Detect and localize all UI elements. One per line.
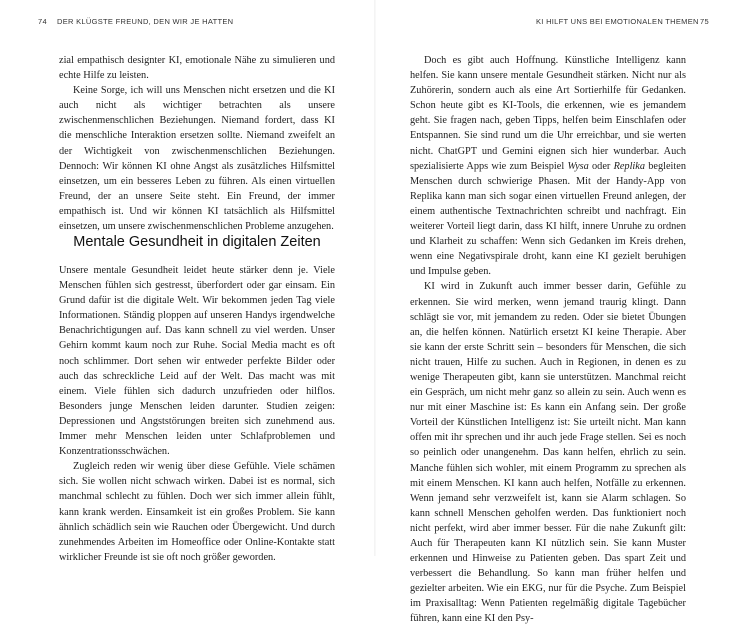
paragraph: Keine Sorge, ich will uns Menschen nicht ersetzen und die KI auch nicht als wichtiger betrachten als unsere zwischenmenschlichen Beziehungen. Niemand fordert, dass KI die menschliche Interaktion ersetzen sollte. Niemand zweifelt an der Wichtigkeit von zwischenmenschlichen Beziehungen. Dennoch: Wir können KI ohne Angst als zusätzliches Hilfsmittel einsetzen, um ein besseres Leben zu führen. Als einen virtuellen Freund, der an unsere Seite steht. Ein Freund, der immer empathisch ist. Und wir können KI tatsächlich als Hilfsmittel einsetzen, um unsere zwischenmenschlichen Probleme anzugehen. — [59, 85, 335, 233]
running-head: DER KLÜGSTE FREUND, DEN WIR JE HATTEN — [57, 17, 234, 26]
text-run: Doch es gibt auch Hoffnung. Künstliche Intelligenz kann helfen. Sie kann unsere mentale Gesundheit stärken. Nicht nur als Zuhörerin, sondern auch als eine Art Sortierhilfe für Gedanken. Schon heute gibt es KI-Tools, die erkennen, wie es jemandem geht. Sie fragen nach, geben Tipps, helfen beim Einschlafen oder Entspannen. Sie sind rund um die Uhr erreichbar, und sie werten nicht. ChatGPT und Gemini eignen sich hier wunderbar. Auch spezialisierte Apps wie zum Beispiel — [410, 55, 686, 172]
left-page — [0, 0, 375, 563]
paragraph: KI wird in Zukunft auch immer besser darin, Gefühle zu erkennen. Sie wird merken, wenn jemand traurig klingt. Dann schlägt sie vor, mit jemandem zu reden. Oder sie bietet Übungen an, die helfen können. Natürlich ersetzt KI keine Therapie. Aber sie kann der erste Schritt sein – besonders für Menschen, die sich nicht trauen, Hilfe zu suchen. Auch in Regionen, in denen es zu wenige Therapeuten gibt, kann sie unterstützen. Manchmal reicht ein Gespräch, um nicht mehr ganz so allein zu sein. Auch wenn es nur mit einer Maschine ist: Es kann ein Anfang sein. Der große Vorteil der Künstlichen Intelligenz ist: Sie urteilt nicht. Man kann offen mit ihr sprechen und ihr auch jede Frage stellen. Sei es noch so peinlich oder unangenehm. Das kann helfen, ehrlich zu sein. Manche fühlen sich wohler, mit einem Programm zu sprechen als mit einem Menschen. KI kann auch helfen, Notfälle zu erkennen. Wenn jemand sehr verzweifelt ist, kann sie Alarm schlagen. So kann schnell Menschen geholfen werden. Das funktioniert noch nicht perfekt, wird aber immer besser. Für die nahe Zukunft gilt: Auch für Therapeuten kann KI nützlich sein. Sie kann Muster erkennen und Hinweise zu Patienten geben. Das spart Zeit und verbessert die Behandlung. So kann man früher helfen und gezielter arbeiten. Wie ein EKG, nur für die Psyche. Zum Beispiel im Praxisalltag: Wenn Patienten regelmäßig digitale Tagebücher führen, kann eine KI den Psy- — [410, 281, 686, 625]
paragraph — [410, 53, 686, 279]
page-number: 75 — [700, 17, 709, 26]
page-number: 74 — [38, 17, 47, 26]
intro-text-block — [59, 53, 335, 234]
section-heading: Mentale Gesundheit in digitalen Zeiten — [73, 234, 321, 250]
running-head: KI HILFT UNS BEI EMOTIONALEN THEMEN — [536, 17, 699, 26]
paragraph: Unsere mentale Gesundheit leidet heute stärker denn je. Viele Menschen fühlen sich gestresst, überfordert oder gar einsam. Ein Grund dafür ist die digitale Welt. Wir bekommen jeden Tag viele Informationen. Ständig ploppen auf unseren Handys irgendwelche Benachrichtigungen auf. Das kann schnell zu viel werden. Unser Gehirn kommt kaum noch zur Ruhe. Social Media macht es oft noch schlimmer. Dort sehen wir entweder perfekte Bilder oder auch das schreckliche Leid auf der Welt. Das macht was mit einem. Viele fühlen sich dadurch unzufrieden oder hilflos. Besonders junge Menschen leiden darunter. Studien zeigen: Depressionen und Angststörungen breiten sich zunehmend aus. Immer mehr Menschen leiden unter Schlafproblemen und Konzentrationsschwächen. — [59, 265, 335, 458]
right-text-block — [410, 53, 686, 627]
paragraph: zial empathisch designter KI, emotionale Nähe zu simulieren und echte Hilfe zu leisten. — [59, 55, 335, 82]
app-name-wysa: Wysa — [567, 160, 589, 172]
text-run: begleiten Menschen durch schwierige Phasen. Mit der Handy-App von Replika kann man sich sogar einen virtuellen Freund anlegen, der einem authentische Textnachrichten schreibt und nachfragt. Ein weiterer Vorteil liegt darin, dass KI hilft, innere Unruhe zu ordnen und Klarheit zu schaffen: Wenn sich Gedanken im Kreis drehen, wenn eine Negativspirale droht, kann eine KI gezielt beruhigen und Impulse geben. — [410, 160, 686, 278]
text-run: oder — [588, 160, 614, 172]
paragraph: Zugleich reden wir wenig über diese Gefühle. Viele schämen sich. Sie wollen nicht schwach wirken. Dabei ist es normal, sich manchmal schlecht zu fühlen. Doch wer sich immer allein fühlt, kann krank werden. Einsamkeit ist ein großes Problem. Sie kann ähnlich schädlich sein wie Rauchen oder Übergewicht. Und durch zunehmendes Arbeiten im Homeoffice oder Online-Kontakte statt wirklicher Freunde ist sie oft noch größer geworden. — [59, 461, 335, 563]
app-name-replika: Replika — [613, 160, 646, 172]
section-text-block — [59, 263, 335, 565]
right-page — [375, 0, 750, 625]
